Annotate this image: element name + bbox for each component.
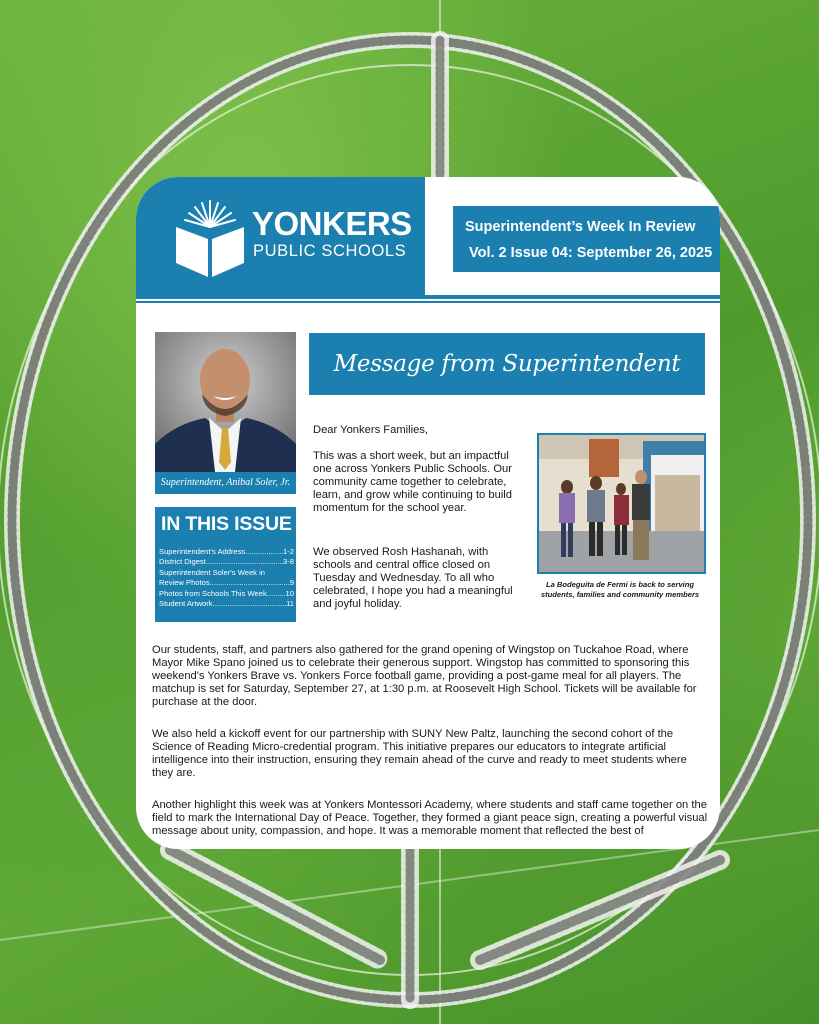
toc-item[interactable]: Photos from Schools This Week ..... 10 [159, 589, 294, 599]
logo-subtitle: PUBLIC SCHOOLS [253, 242, 407, 260]
in-this-issue-title: IN THIS ISSUE [161, 513, 292, 535]
in-this-issue-list [159, 547, 294, 609]
message-banner: Message from Superintendent Soler [309, 333, 705, 395]
paragraph-1: This was a short week, but an impactful one across Yonkers Public Schools. Our community came together to celebrate, learn, and grow while continuing to build momentum for the school year. [313, 450, 513, 514]
greeting: Dear Yonkers Families, [313, 424, 429, 436]
newsletter-card [136, 177, 720, 849]
bodeguita-photo [537, 433, 706, 574]
logo-block [136, 177, 425, 295]
portrait-caption: Superintendent, Anibal Soler, Jr. [155, 472, 296, 494]
logo-wordmark: YONKERS [252, 205, 412, 242]
paragraph-3: Our students, staff, and partners also gathered for the grand opening of Wingstop on Tuckahoe Road, where Mayor Mike Spano joined us to celebrate their generous support. Wingstop has committed to sponsoring this weekend's Yonkers Brave vs. Yonkers Force football game, providing a post-game meal for all players. The matchup is set for Saturday, September 27, at 1:30 p.m. at Roosevelt High School. Tickets will be available for purchase at the door. [152, 644, 697, 708]
newsletter-title-block [453, 206, 720, 272]
superintendent-portrait [155, 332, 296, 472]
toc-item[interactable]: Superintendent Soler's Week in [159, 567, 265, 577]
newsletter-title: Superintendent’s Week In Review [465, 219, 696, 235]
issue-date: Vol. 2 Issue 04: September 26, 2025 [469, 245, 713, 261]
paragraph-2: We observed Rosh Hashanah, with schools and central office closed on Tuesday and Wednesday. To all who celebrated, I hope you had a meaningful and joyful holiday. [313, 546, 513, 610]
toc-item[interactable]: Student Artwork ..... 11 [159, 599, 294, 609]
header-divider [136, 295, 720, 299]
photo-caption: La Bodeguita de Fermi is back to serving students, families and community members [540, 580, 700, 599]
paragraph-4: We also held a kickoff event for our partnership with SUNY New Paltz, launching the second cohort of the Science of Reading Micro-credential program. This initiative prepares our educators to integrate artificial intelligence into their instruction, ensuring they remain ahead of the curve and ready to meet students where they are. [152, 728, 687, 779]
newsletter-header [136, 177, 720, 295]
toc-item[interactable]: Review Photos ..... 9 [159, 578, 294, 588]
header-divider-thin [136, 301, 720, 303]
toc-item[interactable]: Superintendent's Address ..... 1-2 [159, 547, 294, 557]
in-this-issue-box [155, 507, 296, 622]
paragraph-5: Another highlight this week was at Yonkers Montessori Academy, where students and staff came together on the field to mark the International Day of Peace. Together, they formed a giant peace sign, creating a powerful visual message about unity, compassion, and hope. It was a memorable moment that reflected the best of [152, 799, 708, 837]
toc-item[interactable]: District Digest ..... 3-8 [159, 557, 294, 567]
open-book-sunburst-icon [174, 197, 246, 277]
